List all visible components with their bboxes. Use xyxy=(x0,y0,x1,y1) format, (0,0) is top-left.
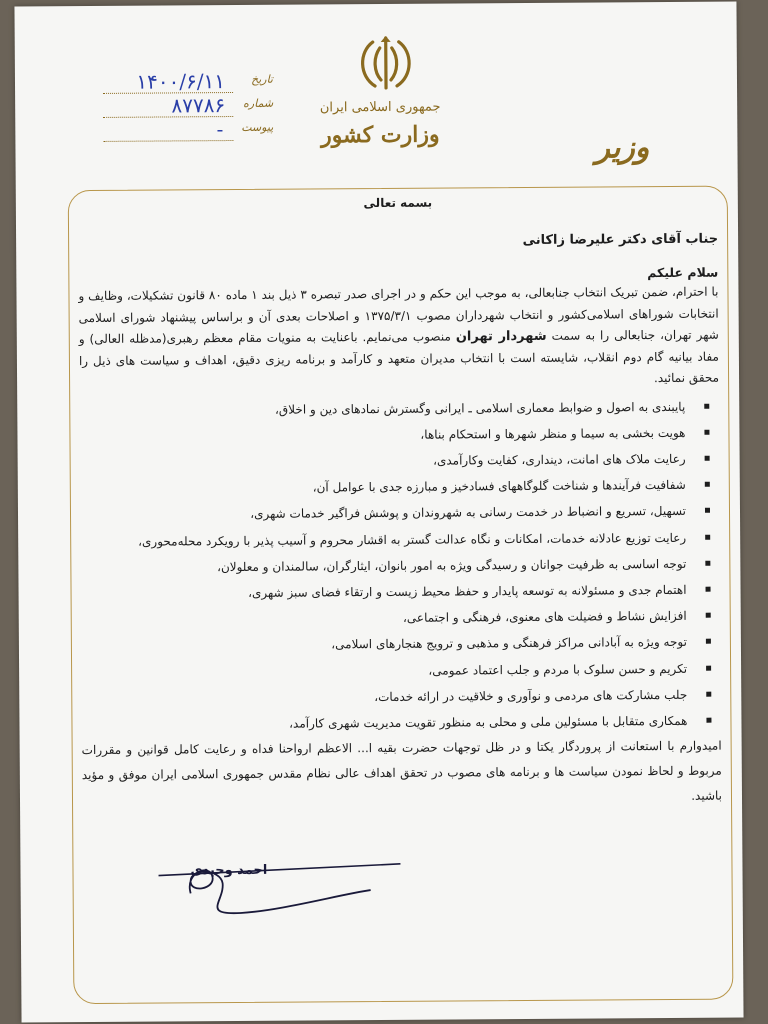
intro-position: شهردار تهران xyxy=(455,328,547,345)
signature-name: احمد وحیدی xyxy=(190,862,268,879)
letter-paper xyxy=(14,1,743,1022)
closing-paragraph: امیدوارم با استعانت از پروردگار یکتا و در ظل توجهات حضرت بقیه ا... الاعظم ارواحنا فداه و رعایت کامل قوانین و مقررات مربوط و لحاظ نمودن سیاست ها و برنامه های مصوب در تحقق اهداف عالی نظام مقدس جمهوری اسلامی ایران موفق و مؤید باشید. xyxy=(81,738,723,803)
intro-text-b: منصوب می‌نمایم. باعنایت به منویات مقام معظم رهبری(مدظله العالی) و مفاد بیانیه گام دوم انقلاب، شایسته است با انتخاب مدیران متعهد و کارآمد و برنامه ریزی دقیق، اهداف و سیاست های ذیل را محقق نمائید. xyxy=(78,329,720,386)
list-item: پایبندی به اصول و ضوابط معماری اسلامی ـ ایرانی وگسترش نمادهای دین و اخلاق، xyxy=(79,393,719,424)
intro-paragraph xyxy=(78,282,719,394)
list-item: همکاری متقابل با مسئولین ملی و محلی به منظور تقویت مدیریت شهری کارآمد، xyxy=(81,708,721,739)
list-item: رعایت ملاک های امانت، دینداری، کفایت وکارآمدی، xyxy=(80,446,720,477)
meta-number-label: شماره xyxy=(243,96,274,110)
government-name: جمهوری اسلامی ایران xyxy=(319,99,441,116)
minister-title: وزیر xyxy=(595,130,650,166)
meta-divider xyxy=(103,116,233,118)
meta-attachment-value: - xyxy=(216,117,226,142)
list-item: رعایت توزیع عادلانه خدمات، امکانات و نگاه عدالت گستر به اقشار محروم و آسیب پذیر با رویکرد محله‌محوری، xyxy=(80,524,720,555)
meta-date-value: ۱۴۰۰/۶/۱۱ xyxy=(136,69,226,94)
meta-attachment-row xyxy=(103,119,273,144)
meta-divider xyxy=(103,140,233,142)
meta-number-value: ۸۷۷۸۶ xyxy=(171,93,226,118)
letter-body xyxy=(78,194,722,814)
bismillah: بسمه تعالی xyxy=(363,195,433,211)
list-item: افزایش نشاط و فضیلت های معنوی، فرهنگی و اجتماعی، xyxy=(81,603,721,634)
letter-meta xyxy=(103,71,273,144)
addressee: جناب آقای دکتر علیرضا زاکانی xyxy=(522,231,719,248)
list-item: توجه اساسی به ظرفیت جوانان و رسیدگی ویژه به امور بانوان، ایثارگران، سالمندان و معلولان، xyxy=(80,550,720,581)
list-item: تسهیل، تسریع و انضباط در خدمت رسانی به شهروندان و پوشش فراگیر خدمات شهری، xyxy=(80,498,720,529)
list-item: هویت بخشی به سیما و منظر شهرها و استحکام بناها، xyxy=(79,419,719,450)
meta-attachment-label: پیوست xyxy=(241,120,274,134)
signature-scribble-icon xyxy=(150,852,410,924)
list-item: اهتمام جدی و مسئولانه به توسعه پایدار و حفظ محیط زیست و ارتقاء فضای سبز شهری، xyxy=(80,577,720,608)
policy-list xyxy=(79,393,721,738)
list-item: تکریم و حسن سلوک با مردم و جلب اعتماد عمومی، xyxy=(81,655,721,686)
greeting: سلام علیکم xyxy=(647,264,719,281)
list-item: توجه ویژه به آبادانی مراکز فرهنگی و مذهبی و ترویج هنجارهای اسلامی، xyxy=(81,629,721,660)
list-item: شفافیت فرآیندها و شناخت گلوگاههای فسادخیز و مبارزه جدی با عوامل آن، xyxy=(80,472,720,503)
meta-date-row xyxy=(103,71,273,96)
meta-number-row xyxy=(103,95,273,120)
intro-text-a: با احترام، ضمن تبریک انتخاب جنابعالی، به موجب این حکم و در اجرای صدر تبصره ۳ ذیل بند ۱ ماده ۸۰ قانون تشکیلات، وظایف و انتخابات شوراهای اسلامی‌کشور و انتخاب شهرداران مصوب ۱۳۷۵/۳/۱ و اصلاحات بعدی آن و براساس پیشنهاد شورای اسلامی شهر تهران، جنابعالی را به سمت xyxy=(78,284,719,343)
list-item: جلب مشارکت های مردمی و نوآوری و خلاقیت در ارائه خدمات، xyxy=(81,681,721,712)
meta-date-label: تاریخ xyxy=(251,72,274,86)
iran-emblem-icon xyxy=(351,34,421,94)
ministry-name: وزارت کشور xyxy=(321,121,440,149)
